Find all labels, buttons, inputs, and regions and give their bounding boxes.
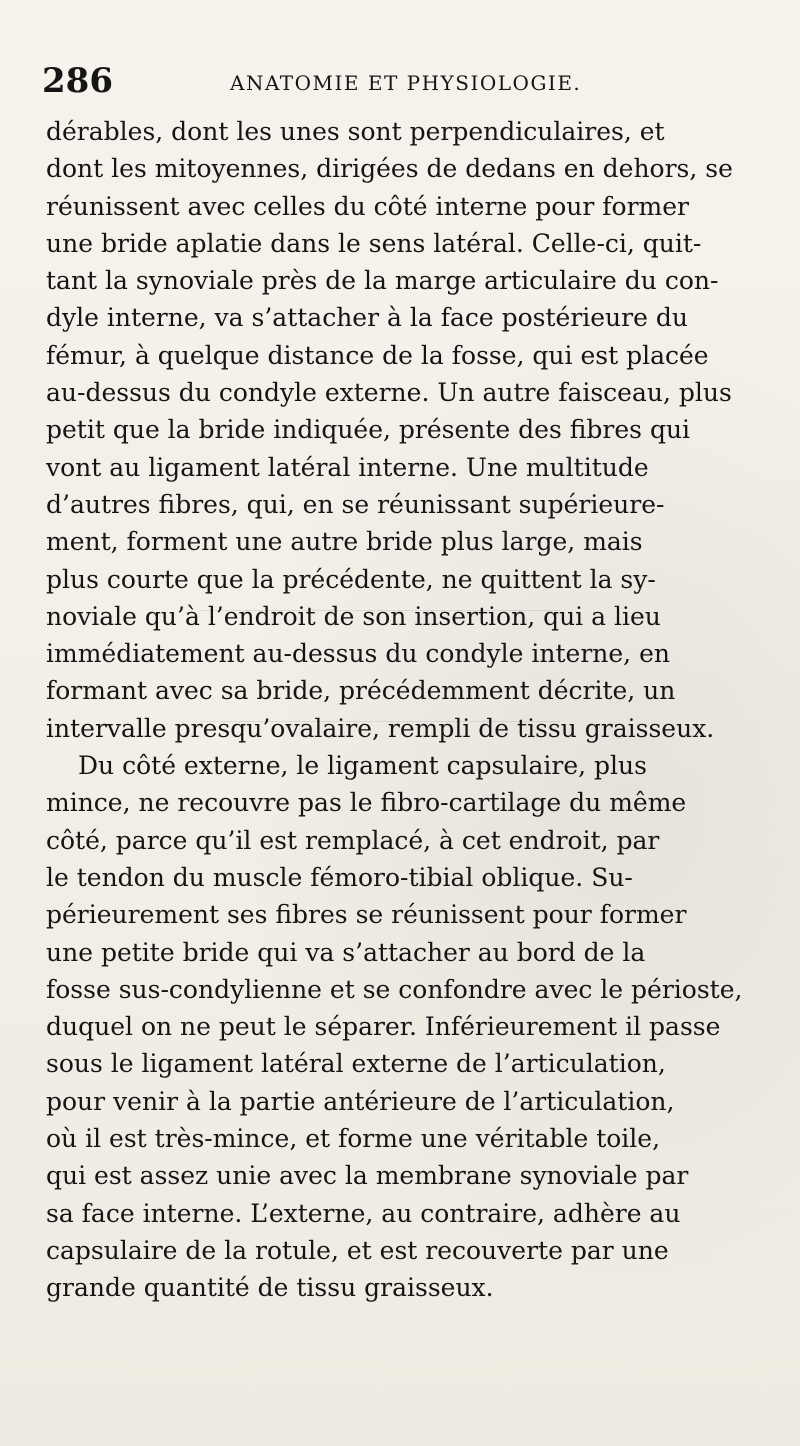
text-line: d’autres fibres, qui, en se réunissant supérieure- xyxy=(46,489,665,519)
text-line: grande quantité de tissu graisseux. xyxy=(46,1273,494,1303)
text-line: immédiatement au-dessus du condyle interne, en xyxy=(46,639,670,669)
text-line: qui est assez unie avec la membrane synoviale par xyxy=(46,1161,689,1191)
text-line: formant avec sa bride, précédemment décrite, un xyxy=(46,676,676,706)
paragraph-1 xyxy=(46,113,762,747)
text-line: au-dessus du condyle externe. Un autre faisceau, plus xyxy=(46,378,732,408)
text-line: le tendon du muscle fémoro-tibial oblique. Su- xyxy=(46,862,633,892)
text-line: fémur, à quelque distance de la fosse, qui est placée xyxy=(46,340,709,370)
page-number: 286 xyxy=(42,61,113,101)
text-line: périeurement ses fibres se réunissent pour former xyxy=(46,900,687,930)
text-line: sous le ligament latéral externe de l’articulation, xyxy=(46,1049,666,1079)
text-line: côté, parce qu’il est remplacé, à cet endroit, par xyxy=(46,825,660,855)
text-line: dont les mitoyennes, dirigées de dedans en dehors, se xyxy=(46,154,733,184)
text-line: noviale qu’à l’endroit de son insertion, qui a lieu xyxy=(46,601,661,631)
running-title: ANATOMIE ET PHYSIOLOGIE. xyxy=(230,71,582,95)
text-line: ment, forment une autre bride plus large, mais xyxy=(46,527,643,557)
text-line: plus courte que la précédente, ne quittent la sy- xyxy=(46,564,656,594)
text-line: intervalle presqu’ovalaire, rempli de tissu graisseux. xyxy=(46,713,715,743)
body-text xyxy=(46,113,762,1307)
text-line: vont au ligament latéral interne. Une multitude xyxy=(46,452,649,482)
text-line: sa face interne. L’externe, au contraire, adhère au xyxy=(46,1198,681,1228)
text-line: une bride aplatie dans le sens latéral. Celle-ci, quit- xyxy=(46,228,702,258)
text-line: dyle interne, va s’attacher à la face postérieure du xyxy=(46,303,688,333)
text-line: petit que la bride indiquée, présente des fibres qui xyxy=(46,415,691,445)
page-header xyxy=(42,60,762,102)
text-line: capsulaire de la rotule, et est recouverte par une xyxy=(46,1235,669,1265)
text-line: tant la synoviale près de la marge articulaire du con- xyxy=(46,266,719,296)
text-line: fosse sus-condylienne et se confondre avec le périoste, xyxy=(46,974,743,1004)
text-line: une petite bride qui va s’attacher au bord de la xyxy=(46,937,646,967)
text-line: pour venir à la partie antérieure de l’articulation, xyxy=(46,1086,675,1116)
text-line: dérables, dont les unes sont perpendiculaires, et xyxy=(46,117,665,146)
text-line: Du côté externe, le ligament capsulaire, plus xyxy=(78,751,647,781)
text-line: duquel on ne peut le séparer. Inférieurement il passe xyxy=(46,1012,721,1042)
paragraph-2 xyxy=(46,747,762,1306)
text-line: mince, ne recouvre pas le fibro-cartilage du même xyxy=(46,788,687,818)
text-line: réunissent avec celles du côté interne pour former xyxy=(46,191,690,221)
text-line: où il est très-mince, et forme une véritable toile, xyxy=(46,1124,661,1154)
